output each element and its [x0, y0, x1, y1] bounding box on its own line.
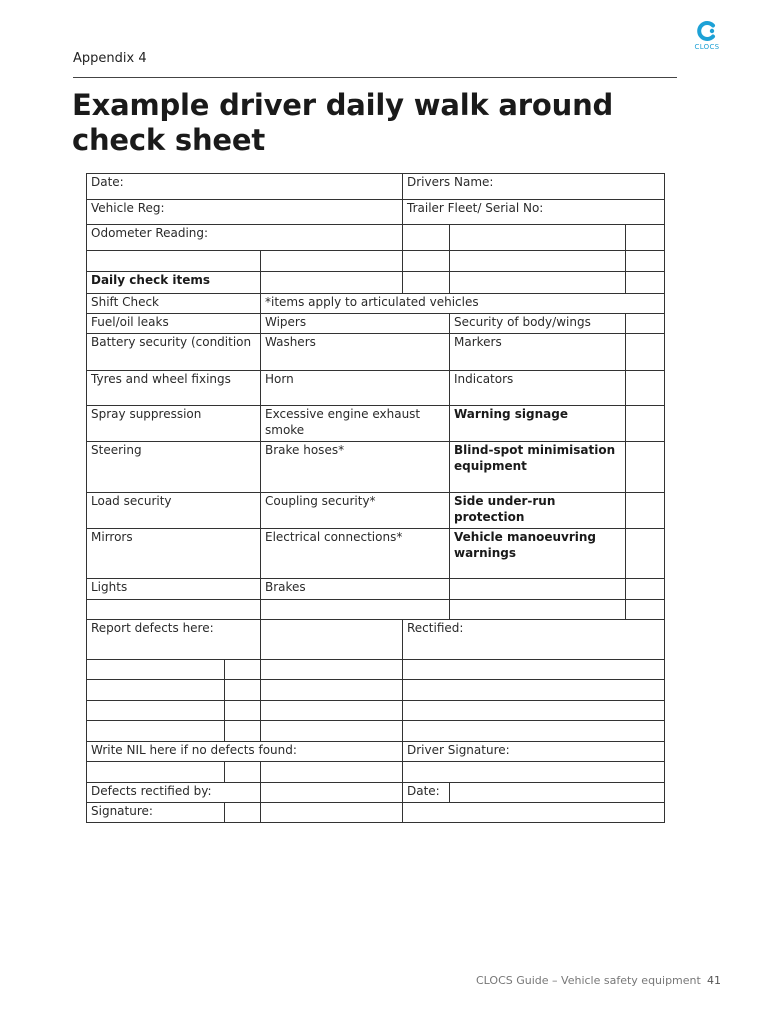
table-row	[87, 493, 665, 529]
check-item: Blind-spot minimisation equipment	[450, 442, 626, 493]
check-item: Wipers	[261, 314, 450, 334]
report-defects-label: Report defects here:	[87, 620, 261, 660]
check-box[interactable]	[626, 334, 665, 371]
blank-cell	[450, 272, 626, 294]
rectified-label: Rectified:	[403, 620, 665, 660]
check-box[interactable]	[626, 314, 665, 334]
blank-cell	[626, 272, 665, 294]
table-row	[87, 680, 665, 701]
blank-cell	[403, 251, 450, 272]
defect-entry-cell[interactable]	[225, 701, 261, 721]
blank-cell[interactable]	[403, 803, 665, 823]
check-item: Excessive engine exhaust smoke	[261, 406, 450, 442]
blank-cell[interactable]	[261, 600, 450, 620]
check-item: Steering	[87, 442, 261, 493]
check-item: Indicators	[450, 371, 626, 406]
check-item	[450, 579, 626, 600]
signature-label: Signature:	[87, 803, 225, 823]
table-row	[87, 579, 665, 600]
page-number: 41	[707, 974, 721, 987]
table-row	[87, 742, 665, 762]
defect-entry-cell[interactable]	[225, 721, 261, 742]
table-row	[87, 406, 665, 442]
blank-cell	[450, 251, 626, 272]
defect-entry-cell[interactable]	[261, 680, 403, 701]
table-row	[87, 371, 665, 406]
check-box[interactable]	[626, 442, 665, 493]
check-item: Horn	[261, 371, 450, 406]
blank-cell	[261, 251, 403, 272]
defect-entry-cell[interactable]	[403, 721, 665, 742]
defect-entry-cell[interactable]	[87, 721, 225, 742]
table-row	[87, 600, 665, 620]
drivers-name-field[interactable]: Drivers Name:	[403, 174, 665, 200]
table-row	[87, 200, 665, 225]
check-item: Markers	[450, 334, 626, 371]
table-row	[87, 442, 665, 493]
date-field[interactable]: Date:	[87, 174, 403, 200]
vehicle-reg-field[interactable]: Vehicle Reg:	[87, 200, 403, 225]
blank-cell[interactable]	[87, 762, 225, 783]
nil-label: Write NIL here if no defects found:	[87, 742, 403, 762]
check-item: Brake hoses*	[261, 442, 450, 493]
blank-cell[interactable]	[225, 762, 261, 783]
trailer-fleet-field[interactable]: Trailer Fleet/ Serial No:	[403, 200, 665, 225]
footer-text: CLOCS Guide – Vehicle safety equipment	[476, 974, 701, 987]
table-row	[87, 314, 665, 334]
blank-cell[interactable]	[225, 803, 261, 823]
blank-cell	[87, 251, 261, 272]
blank-cell[interactable]	[261, 783, 403, 803]
check-item: Side under-run protection	[450, 493, 626, 529]
check-item: Lights	[87, 579, 261, 600]
daily-check-heading: Daily check items	[87, 272, 261, 294]
defect-entry-cell[interactable]	[403, 701, 665, 721]
check-item: Spray suppression	[87, 406, 261, 442]
clocs-logo	[692, 20, 722, 51]
check-item: Fuel/oil leaks	[87, 314, 261, 334]
blank-cell[interactable]	[626, 225, 665, 251]
blank-cell[interactable]	[261, 620, 403, 660]
check-item: Vehicle manoeuvring warnings	[450, 529, 626, 579]
table-row	[87, 660, 665, 680]
table-row	[87, 272, 665, 294]
shift-check-label: Shift Check	[87, 294, 261, 314]
table-row	[87, 251, 665, 272]
check-item: Washers	[261, 334, 450, 371]
check-item: Battery security (condition	[87, 334, 261, 371]
blank-cell[interactable]	[403, 762, 665, 783]
check-item: Tyres and wheel fixings	[87, 371, 261, 406]
table-row	[87, 783, 665, 803]
blank-cell[interactable]	[450, 783, 665, 803]
check-item: Coupling security*	[261, 493, 450, 529]
defect-entry-cell[interactable]	[225, 680, 261, 701]
defect-entry-cell[interactable]	[87, 680, 225, 701]
rectified-date-label: Date:	[403, 783, 450, 803]
table-row	[87, 620, 665, 660]
table-row	[87, 803, 665, 823]
rectified-by-label: Defects rectified by:	[87, 783, 261, 803]
check-item: Mirrors	[87, 529, 261, 579]
logo-text: CLOCS	[694, 43, 720, 51]
blank-cell	[626, 251, 665, 272]
table-row	[87, 174, 665, 200]
check-item: Security of body/wings	[450, 314, 626, 334]
check-item: Electrical connections*	[261, 529, 450, 579]
blank-cell[interactable]	[626, 600, 665, 620]
check-box[interactable]	[626, 493, 665, 529]
table-row	[87, 225, 665, 251]
table-row	[87, 762, 665, 783]
header-divider	[73, 77, 677, 78]
table-row	[87, 721, 665, 742]
check-box[interactable]	[626, 371, 665, 406]
defect-entry-cell[interactable]	[261, 721, 403, 742]
blank-cell	[261, 272, 403, 294]
driver-signature-label: Driver Signature:	[403, 742, 665, 762]
check-sheet-table	[86, 173, 665, 823]
clocs-logo-icon	[696, 20, 718, 42]
blank-cell[interactable]	[261, 762, 403, 783]
blank-cell[interactable]	[450, 225, 626, 251]
table-row	[87, 529, 665, 579]
defect-entry-cell[interactable]	[261, 660, 403, 680]
defect-entry-cell[interactable]	[261, 701, 403, 721]
page-title: Example driver daily walk around check sheet	[72, 88, 614, 157]
defect-entry-cell[interactable]	[87, 701, 225, 721]
articulated-note: *items apply to articulated vehicles	[261, 294, 665, 314]
blank-cell[interactable]	[403, 225, 450, 251]
appendix-label: Appendix 4	[73, 51, 147, 66]
defect-entry-cell[interactable]	[225, 660, 261, 680]
check-box[interactable]	[626, 529, 665, 579]
table-row	[87, 701, 665, 721]
check-item: Warning signage	[450, 406, 626, 442]
defect-entry-cell[interactable]	[403, 680, 665, 701]
blank-cell	[403, 272, 450, 294]
table-row	[87, 294, 665, 314]
table-row	[87, 334, 665, 371]
check-item: Brakes	[261, 579, 450, 600]
defect-entry-cell[interactable]	[403, 660, 665, 680]
check-box[interactable]	[626, 579, 665, 600]
blank-cell[interactable]	[87, 600, 261, 620]
blank-cell[interactable]	[450, 600, 626, 620]
blank-cell[interactable]	[261, 803, 403, 823]
odometer-field[interactable]: Odometer Reading:	[87, 225, 403, 251]
defect-entry-cell[interactable]	[87, 660, 225, 680]
check-box[interactable]	[626, 406, 665, 442]
check-item: Load security	[87, 493, 261, 529]
